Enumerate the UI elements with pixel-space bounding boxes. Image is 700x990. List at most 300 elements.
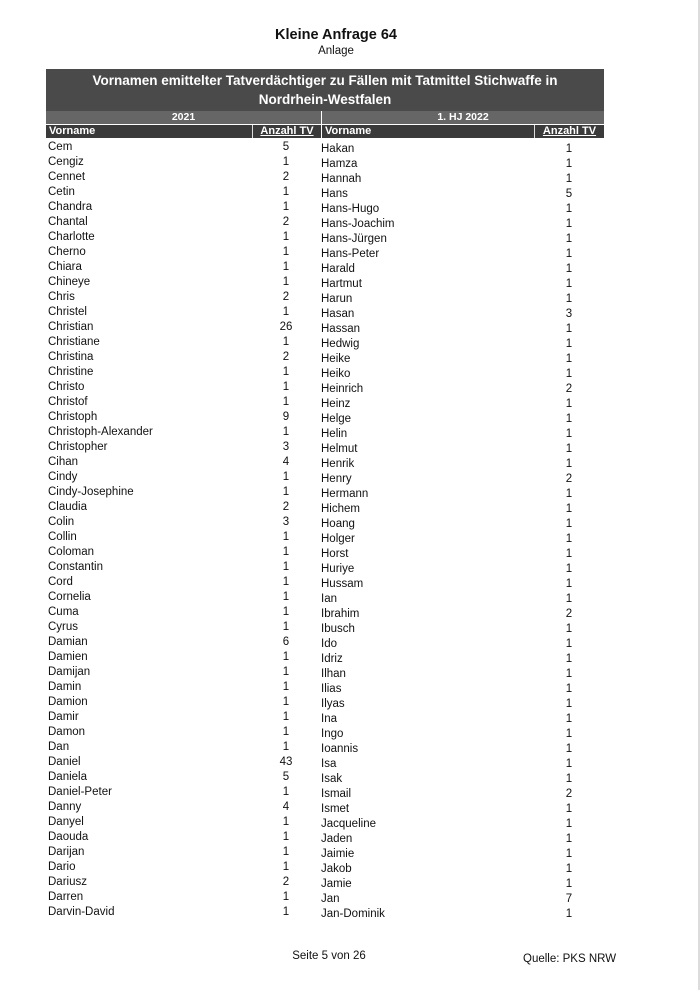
table-row	[321, 697, 591, 712]
table-row	[48, 710, 308, 725]
table-row	[48, 200, 308, 215]
table-row	[48, 215, 308, 230]
first-name-cell: Henrik	[321, 458, 355, 470]
table-row	[48, 485, 308, 500]
table-row	[48, 455, 308, 470]
table-row	[48, 665, 308, 680]
suspect-count-cell: 1	[565, 593, 573, 605]
table-row	[321, 772, 591, 787]
first-name-cell: Hans-Hugo	[321, 203, 380, 215]
suspect-count-cell: 1	[565, 368, 573, 380]
table-row	[48, 890, 308, 905]
first-name-cell: Cihan	[48, 456, 79, 468]
first-name-cell: Ilias	[321, 683, 342, 695]
first-name-cell: Hans-Jürgen	[321, 233, 387, 245]
suspect-count-cell: 1	[282, 531, 290, 543]
table-row	[321, 457, 591, 472]
table-row	[321, 187, 591, 202]
suspect-count-cell: 5	[282, 771, 290, 783]
page-number: Seite 5 von 26	[292, 950, 366, 962]
table-row	[48, 815, 308, 830]
first-name-cell: Cetin	[48, 186, 75, 198]
table-row	[48, 725, 308, 740]
first-name-cell: Charlotte	[48, 231, 95, 243]
table-row	[48, 335, 308, 350]
suspect-count-cell: 1	[565, 533, 573, 545]
first-name-cell: Christine	[48, 366, 94, 378]
table-row	[321, 637, 591, 652]
suspect-count-cell: 1	[282, 336, 290, 348]
suspect-count-cell: 1	[282, 426, 290, 438]
table-row	[321, 157, 591, 172]
table-row	[321, 727, 591, 742]
suspect-count-cell: 1	[565, 353, 573, 365]
suspect-count-cell: 1	[282, 861, 290, 873]
suspect-count-cell: 1	[282, 786, 290, 798]
first-name-cell: Constantin	[48, 561, 103, 573]
first-name-cell: Jacqueline	[321, 818, 376, 830]
first-name-cell: Chris	[48, 291, 75, 303]
first-name-cell: Danyel	[48, 816, 84, 828]
table-row	[321, 292, 591, 307]
suspect-count-cell: 26	[279, 321, 293, 333]
first-name-cell: Cherno	[48, 246, 86, 258]
suspect-count-cell: 1	[282, 696, 290, 708]
table-row	[48, 830, 308, 845]
table-row	[321, 502, 591, 517]
suspect-count-cell: 9	[282, 411, 290, 423]
suspect-count-cell: 1	[565, 548, 573, 560]
first-name-cell: Claudia	[48, 501, 87, 513]
table-title-line-1: Vornamen emittelter Tatverdächtiger zu Fällen mit Tatmittel Stichwaffe in	[92, 73, 558, 88]
table-row	[48, 545, 308, 560]
suspect-count-cell: 1	[282, 366, 290, 378]
first-name-cell: Heinz	[321, 398, 351, 410]
suspect-count-cell: 1	[565, 428, 573, 440]
suspect-count-cell: 1	[282, 186, 290, 198]
first-name-cell: Ina	[321, 713, 337, 725]
table-row	[321, 862, 591, 877]
suspect-count-cell: 2	[282, 876, 290, 888]
table-row	[321, 577, 591, 592]
suspect-count-cell: 1	[282, 816, 290, 828]
first-name-cell: Jamie	[321, 878, 352, 890]
suspect-count-cell: 1	[282, 246, 290, 258]
first-name-cell: Damion	[48, 696, 88, 708]
first-name-cell: Hassan	[321, 323, 360, 335]
period-header-2022: 1. HJ 2022	[322, 111, 604, 124]
first-name-cell: Cindy	[48, 471, 78, 483]
table-row	[48, 500, 308, 515]
first-name-cell: Horst	[321, 548, 349, 560]
first-name-cell: Hoang	[321, 518, 355, 530]
table-row	[321, 367, 591, 382]
suspect-count-cell: 1	[565, 293, 573, 305]
suspect-count-cell: 1	[565, 278, 573, 290]
suspect-count-cell: 1	[565, 743, 573, 755]
suspect-count-cell: 43	[279, 756, 293, 768]
table-row	[48, 590, 308, 605]
first-name-cell: Damin	[48, 681, 82, 693]
table-row	[321, 592, 591, 607]
suspect-count-cell: 7	[565, 893, 573, 905]
first-name-cell: Hussam	[321, 578, 364, 590]
table-row	[321, 202, 591, 217]
suspect-count-cell: 1	[565, 248, 573, 260]
table-row	[48, 155, 308, 170]
table-row	[48, 635, 308, 650]
first-name-cell: Damian	[48, 636, 88, 648]
suspect-count-cell: 1	[282, 231, 290, 243]
table-row	[48, 245, 308, 260]
first-name-cell: Danny	[48, 801, 82, 813]
first-name-cell: Damir	[48, 711, 79, 723]
suspect-count-cell: 1	[282, 546, 290, 558]
table-row	[321, 622, 591, 637]
table-row	[48, 275, 308, 290]
first-name-cell: Christoph-Alexander	[48, 426, 153, 438]
first-name-cell: Darijan	[48, 846, 85, 858]
suspect-count-cell: 1	[282, 471, 290, 483]
suspect-count-cell: 1	[282, 591, 290, 603]
suspect-count-cell: 5	[282, 141, 290, 153]
suspect-count-cell: 1	[565, 578, 573, 590]
first-name-cell: Chantal	[48, 216, 88, 228]
suspect-count-cell: 1	[565, 563, 573, 575]
table-row	[48, 800, 308, 815]
first-name-cell: Ilyas	[321, 698, 345, 710]
table-row	[321, 892, 591, 907]
first-name-cell: Jaimie	[321, 848, 355, 860]
first-name-cell: Daouda	[48, 831, 89, 843]
table-left-column	[48, 140, 308, 920]
suspect-count-cell: 1	[565, 488, 573, 500]
first-name-cell: Hichem	[321, 503, 360, 515]
table-row	[321, 682, 591, 697]
first-name-cell: Dan	[48, 741, 70, 753]
table-row	[48, 425, 308, 440]
first-name-cell: Cennet	[48, 171, 86, 183]
suspect-count-cell: 1	[565, 338, 573, 350]
suspect-count-cell: 3	[565, 308, 573, 320]
first-name-cell: Collin	[48, 531, 77, 543]
table-row	[48, 140, 308, 155]
table-row	[321, 742, 591, 757]
table-row	[48, 185, 308, 200]
table-row	[48, 320, 308, 335]
suspect-count-cell: 1	[565, 233, 573, 245]
suspect-count-cell: 1	[565, 698, 573, 710]
suspect-count-cell: 1	[565, 158, 573, 170]
table-row	[48, 350, 308, 365]
table-row	[321, 847, 591, 862]
first-name-cell: Christian	[48, 321, 94, 333]
table-right-column	[321, 142, 591, 922]
suspect-count-cell: 4	[282, 801, 290, 813]
suspect-count-cell: 1	[565, 728, 573, 740]
suspect-count-cell: 3	[282, 441, 290, 453]
column-header-name-left: Vorname	[46, 125, 252, 138]
table-row	[48, 605, 308, 620]
suspect-count-cell: 1	[282, 711, 290, 723]
suspect-count-cell: 1	[282, 276, 290, 288]
table-row	[321, 712, 591, 727]
table-row	[321, 307, 591, 322]
first-name-cell: Ioannis	[321, 743, 359, 755]
first-name-cell: Ismet	[321, 803, 350, 815]
table-row	[48, 875, 308, 890]
suspect-count-cell: 1	[565, 713, 573, 725]
suspect-count-cell: 1	[565, 638, 573, 650]
first-name-cell: Jaden	[321, 833, 353, 845]
suspect-count-cell: 1	[565, 458, 573, 470]
table-row	[48, 530, 308, 545]
suspect-count-cell: 1	[565, 623, 573, 635]
suspect-count-cell: 1	[565, 143, 573, 155]
table-row	[48, 740, 308, 755]
first-name-cell: Christof	[48, 396, 88, 408]
suspect-count-cell: 1	[565, 758, 573, 770]
suspect-count-cell: 1	[282, 651, 290, 663]
first-name-cell: Helge	[321, 413, 352, 425]
first-name-cell: Hans-Peter	[321, 248, 380, 260]
table-row	[48, 380, 308, 395]
suspect-count-cell: 1	[565, 833, 573, 845]
table-row	[321, 907, 591, 922]
suspect-count-cell: 1	[282, 681, 290, 693]
suspect-count-cell: 2	[565, 383, 573, 395]
first-name-cell: Cuma	[48, 606, 79, 618]
table-row	[321, 517, 591, 532]
suspect-count-cell: 1	[565, 203, 573, 215]
suspect-count-cell: 2	[282, 216, 290, 228]
table-row	[48, 770, 308, 785]
first-name-cell: Chandra	[48, 201, 93, 213]
table-row	[321, 277, 591, 292]
column-header-name-right: Vorname	[322, 125, 534, 138]
first-name-cell: Jan	[321, 893, 340, 905]
table-row	[48, 785, 308, 800]
suspect-count-cell: 1	[282, 261, 290, 273]
suspect-count-cell: 2	[565, 608, 573, 620]
table-title-line-2: Nordrhein-Westfalen	[258, 92, 392, 107]
table-row	[321, 787, 591, 802]
suspect-count-cell: 2	[282, 171, 290, 183]
table-row	[321, 607, 591, 622]
suspect-count-cell: 2	[565, 473, 573, 485]
suspect-count-cell: 1	[282, 741, 290, 753]
first-name-cell: Heike	[321, 353, 351, 365]
suspect-count-cell: 2	[282, 351, 290, 363]
first-name-cell: Dariusz	[48, 876, 87, 888]
first-name-cell: Hasan	[321, 308, 355, 320]
first-name-cell: Heiko	[321, 368, 351, 380]
first-name-cell: Chiara	[48, 261, 82, 273]
table-row	[48, 395, 308, 410]
first-name-cell: Chineye	[48, 276, 91, 288]
table-row	[321, 817, 591, 832]
suspect-count-cell: 1	[565, 398, 573, 410]
document-title: Kleine Anfrage 64	[275, 27, 397, 43]
table-row	[321, 487, 591, 502]
table-row	[321, 352, 591, 367]
first-name-cell: Christo	[48, 381, 85, 393]
first-name-cell: Christopher	[48, 441, 108, 453]
suspect-count-cell: 1	[565, 848, 573, 860]
suspect-count-cell: 1	[565, 518, 573, 530]
suspect-count-cell: 5	[565, 188, 573, 200]
first-name-cell: Daniela	[48, 771, 87, 783]
suspect-count-cell: 1	[565, 863, 573, 875]
suspect-count-cell: 2	[282, 501, 290, 513]
first-name-cell: Henry	[321, 473, 352, 485]
column-header-count-left-label: Anzahl TV	[260, 125, 314, 137]
first-name-cell: Cord	[48, 576, 73, 588]
table-row	[321, 562, 591, 577]
table-row	[48, 170, 308, 185]
table-row	[48, 905, 308, 920]
table-row	[321, 427, 591, 442]
table-row	[321, 397, 591, 412]
table-row	[48, 440, 308, 455]
table-row	[321, 322, 591, 337]
first-name-cell: Ian	[321, 593, 337, 605]
suspect-count-cell: 1	[565, 263, 573, 275]
period-header-2021: 2021	[46, 111, 321, 124]
suspect-count-cell: 1	[282, 621, 290, 633]
first-name-cell: Helin	[321, 428, 348, 440]
suspect-count-cell: 4	[282, 456, 290, 468]
first-name-cell: Hartmut	[321, 278, 362, 290]
suspect-count-cell: 1	[565, 443, 573, 455]
table-row	[48, 845, 308, 860]
first-name-cell: Cengiz	[48, 156, 84, 168]
source-note: Quelle: PKS NRW	[523, 953, 617, 965]
table-row	[48, 695, 308, 710]
table-row	[48, 755, 308, 770]
first-name-cell: Jakob	[321, 863, 352, 875]
first-name-cell: Ido	[321, 638, 337, 650]
suspect-count-cell: 1	[282, 576, 290, 588]
table-row	[321, 472, 591, 487]
table-row	[48, 860, 308, 875]
first-name-cell: Hannah	[321, 173, 362, 185]
suspect-count-cell: 1	[565, 173, 573, 185]
first-name-cell: Christina	[48, 351, 94, 363]
first-name-cell: Ilhan	[321, 668, 346, 680]
first-name-cell: Ibusch	[321, 623, 355, 635]
suspect-count-cell: 1	[282, 846, 290, 858]
first-name-cell: Hermann	[321, 488, 369, 500]
suspect-count-cell: 1	[282, 666, 290, 678]
first-name-cell: Hamza	[321, 158, 358, 170]
table-row	[321, 652, 591, 667]
suspect-count-cell: 1	[565, 653, 573, 665]
first-name-cell: Harald	[321, 263, 355, 275]
suspect-count-cell: 1	[282, 606, 290, 618]
first-name-cell: Jan-Dominik	[321, 908, 385, 920]
first-name-cell: Hans-Joachim	[321, 218, 395, 230]
suspect-count-cell: 1	[565, 878, 573, 890]
suspect-count-cell: 1	[282, 396, 290, 408]
suspect-count-cell: 1	[565, 503, 573, 515]
table-title-banner	[46, 69, 604, 111]
first-name-cell: Christoph	[48, 411, 98, 423]
suspect-count-cell: 1	[565, 773, 573, 785]
first-name-cell: Hakan	[321, 143, 355, 155]
table-row	[321, 172, 591, 187]
table-row	[321, 667, 591, 682]
suspect-count-cell: 2	[282, 291, 290, 303]
suspect-count-cell: 1	[565, 668, 573, 680]
suspect-count-cell: 1	[565, 413, 573, 425]
first-name-cell: Heinrich	[321, 383, 364, 395]
table-row	[321, 337, 591, 352]
suspect-count-cell: 1	[565, 818, 573, 830]
suspect-count-cell: 1	[565, 908, 573, 920]
table-row	[321, 757, 591, 772]
first-name-cell: Isa	[321, 758, 337, 770]
first-name-cell: Daniel-Peter	[48, 786, 112, 798]
first-name-cell: Huriye	[321, 563, 355, 575]
table-row	[321, 232, 591, 247]
table-row	[48, 560, 308, 575]
suspect-count-cell: 1	[282, 726, 290, 738]
table-row	[48, 515, 308, 530]
suspect-count-cell: 1	[282, 891, 290, 903]
first-name-cell: Damien	[48, 651, 88, 663]
first-name-cell: Isak	[321, 773, 343, 785]
suspect-count-cell: 1	[565, 323, 573, 335]
column-header-count-left	[252, 125, 321, 138]
first-name-cell: Darren	[48, 891, 84, 903]
table-row	[321, 262, 591, 277]
first-name-cell: Ingo	[321, 728, 344, 740]
table-row	[321, 832, 591, 847]
first-name-cell: Coloman	[48, 546, 95, 558]
table-row	[321, 532, 591, 547]
table-row	[48, 575, 308, 590]
first-name-cell: Colin	[48, 516, 75, 528]
table-row	[321, 217, 591, 232]
suspect-count-cell: 1	[282, 561, 290, 573]
suspect-count-cell: 1	[282, 201, 290, 213]
first-name-cell: Idriz	[321, 653, 343, 665]
suspect-count-cell: 1	[565, 683, 573, 695]
table-row	[48, 680, 308, 695]
table-row	[321, 247, 591, 262]
first-name-cell: Cindy-Josephine	[48, 486, 134, 498]
suspect-count-cell: 1	[282, 906, 290, 918]
first-name-cell: Cornelia	[48, 591, 91, 603]
suspect-count-cell: 1	[282, 486, 290, 498]
document-subtitle: Anlage	[318, 45, 354, 57]
first-name-cell: Helmut	[321, 443, 358, 455]
table-row	[321, 547, 591, 562]
table-row	[48, 620, 308, 635]
column-header-count-right-label: Anzahl TV	[542, 125, 597, 137]
suspect-count-cell: 1	[565, 803, 573, 815]
column-header-count-right	[534, 125, 604, 138]
table-row	[48, 305, 308, 320]
first-name-cell: Holger	[321, 533, 355, 545]
first-name-cell: Christiane	[48, 336, 100, 348]
suspect-count-cell: 1	[282, 156, 290, 168]
suspect-count-cell: 1	[565, 218, 573, 230]
table-row	[321, 442, 591, 457]
table-row	[48, 230, 308, 245]
first-name-cell: Darvin-David	[48, 906, 115, 918]
